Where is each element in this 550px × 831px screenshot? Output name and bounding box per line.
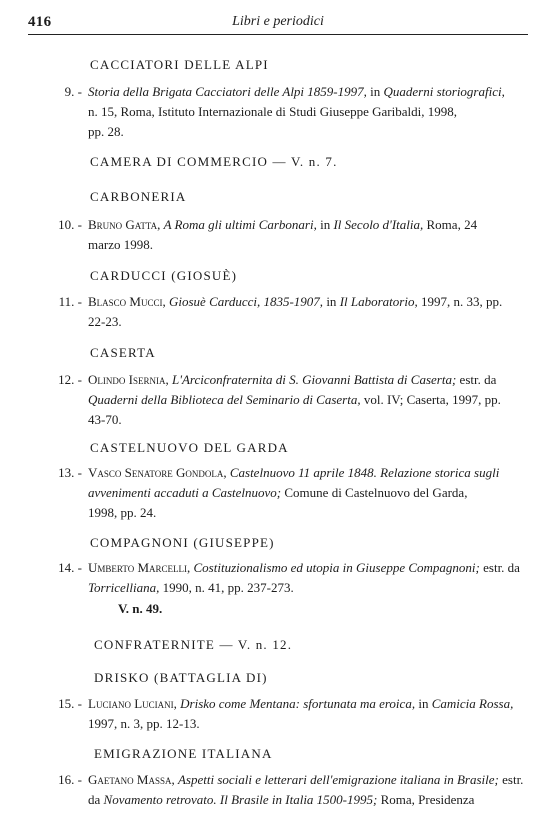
entry-text: in xyxy=(323,294,340,309)
entry-text: Comune di Castelnuovo del Garda, xyxy=(281,485,468,500)
entry-text: estr. xyxy=(498,772,524,787)
entry-12 xyxy=(56,370,528,430)
page-number: 416 xyxy=(28,14,52,30)
entry-text: pp. 28. xyxy=(88,124,124,139)
entry-9 xyxy=(56,82,528,142)
entry-title: A Roma gli ultimi Carbonari, xyxy=(163,217,317,232)
entry-number: 10. - xyxy=(58,217,82,232)
entry-title: Costituzionalismo ed utopia in Giuseppe Compagnoni; xyxy=(193,560,480,575)
running-title: Libri e periodici xyxy=(232,14,324,29)
section-heading-emigrazione: EMIGRAZIONE ITALIANA xyxy=(94,746,273,761)
entry-text: Roma, 24 xyxy=(423,217,478,232)
entry-14 xyxy=(56,558,528,598)
entry-text: 1998, pp. 24. xyxy=(88,505,157,520)
entry-text: in xyxy=(415,696,432,711)
entry-number: 13. - xyxy=(58,465,82,480)
entry-journal: Camicia Rossa, xyxy=(431,696,514,711)
section-heading-confraternite: CONFRATERNITE — V. n. 12. xyxy=(94,637,293,652)
section-heading-castelnuovo: CASTELNUOVO DEL GARDA xyxy=(90,440,289,455)
entry-text: da xyxy=(88,792,104,807)
entry-number: 16. - xyxy=(58,772,82,787)
entry-author: Blasco Mucci, xyxy=(88,294,166,309)
entry-journal: Il Secolo d'Italia, xyxy=(333,217,424,232)
entry-number: 12. - xyxy=(58,372,82,387)
entry-10 xyxy=(56,215,528,255)
entry-text: 43-70. xyxy=(88,412,122,427)
entry-title: Drisko come Mentana: sfortunata ma eroica, xyxy=(180,696,416,711)
entry-number: 9. - xyxy=(64,84,82,99)
entry-16 xyxy=(56,770,528,810)
entry-author: Vasco Senatore Gondola, xyxy=(88,465,227,480)
entry-text: in xyxy=(316,217,334,232)
entry-number: 15. - xyxy=(58,696,82,711)
section-heading-cacciatori: CACCIATORI DELLE ALPI xyxy=(90,57,269,72)
entry-author: Luciano Luciani, xyxy=(88,696,177,711)
entry-text: n. 15, Roma, Istituto Internazionale di Studi Giuseppe Garibaldi, 1998, xyxy=(88,104,457,119)
entry-text: vol. IV; Caserta, 1997, pp. xyxy=(360,392,501,407)
entry-title-cont: avvenimenti accaduti a Castelnuovo; xyxy=(88,485,282,500)
entry-title: Giosuè Carducci, 1835-1907, xyxy=(169,294,324,309)
section-heading-carducci: CARDUCCI (GIOSUÈ) xyxy=(90,268,238,283)
entry-journal: Quaderni della Biblioteca del Seminario di Caserta, xyxy=(88,392,361,407)
entry-15 xyxy=(56,694,528,734)
entry-journal: Quaderni storiografici, xyxy=(383,84,505,99)
section-heading-compagnoni: COMPAGNONI (GIUSEPPE) xyxy=(90,535,275,550)
section-heading-caserta: CASERTA xyxy=(90,345,156,360)
entry-text: 22-23. xyxy=(88,314,122,329)
entry-title: Castelnuovo 11 aprile 1848. Relazione storica sugli xyxy=(229,465,500,480)
entry-author: Olindo Isernia, xyxy=(88,372,169,387)
entry-text: 1997, n. 33, pp. xyxy=(417,294,503,309)
entry-title: Aspetti sociali e letterari dell'emigrazione italiana in Brasile; xyxy=(177,772,499,787)
entry-author: Gaetano Massa, xyxy=(88,772,175,787)
entry-text: estr. da xyxy=(479,560,520,575)
entry-text: 1990, n. 41, pp. 237-273. xyxy=(159,580,294,595)
entry-author: Umberto Marcelli, xyxy=(88,560,191,575)
entry-number: 14. - xyxy=(58,560,82,575)
entry-number: 11. - xyxy=(58,294,82,309)
entry-text: Roma, Presidenza xyxy=(377,792,475,807)
running-header xyxy=(28,14,528,35)
entry-text: estr. da xyxy=(456,372,497,387)
section-heading-drisko: DRISKO (BATTAGLIA DI) xyxy=(94,670,268,685)
entry-title: L'Arciconfraternita di S. Giovanni Battista di Caserta; xyxy=(171,372,457,387)
see-also-reference: V. n. 49. xyxy=(118,601,163,616)
entry-title: Storia della Brigata Cacciatori delle Alpi 1859-1997, xyxy=(88,84,367,99)
entry-journal: Torricelliana, xyxy=(88,580,160,595)
entry-13 xyxy=(56,463,528,523)
entry-text: marzo 1998. xyxy=(88,237,153,252)
entry-journal: Novamento retrovato. Il Brasile in Italia 1500-1995; xyxy=(103,792,378,807)
section-heading-carboneria: CARBONERIA xyxy=(90,189,187,204)
entry-text: in xyxy=(366,84,384,99)
entry-text: 1997, n. 3, pp. 12-13. xyxy=(88,716,200,731)
entry-author: Bruno Gatta, xyxy=(88,217,161,232)
section-heading-camera: CAMERA DI COMMERCIO — V. n. 7. xyxy=(90,154,338,169)
entry-11 xyxy=(56,292,528,332)
entry-journal: Il Laboratorio, xyxy=(339,294,418,309)
